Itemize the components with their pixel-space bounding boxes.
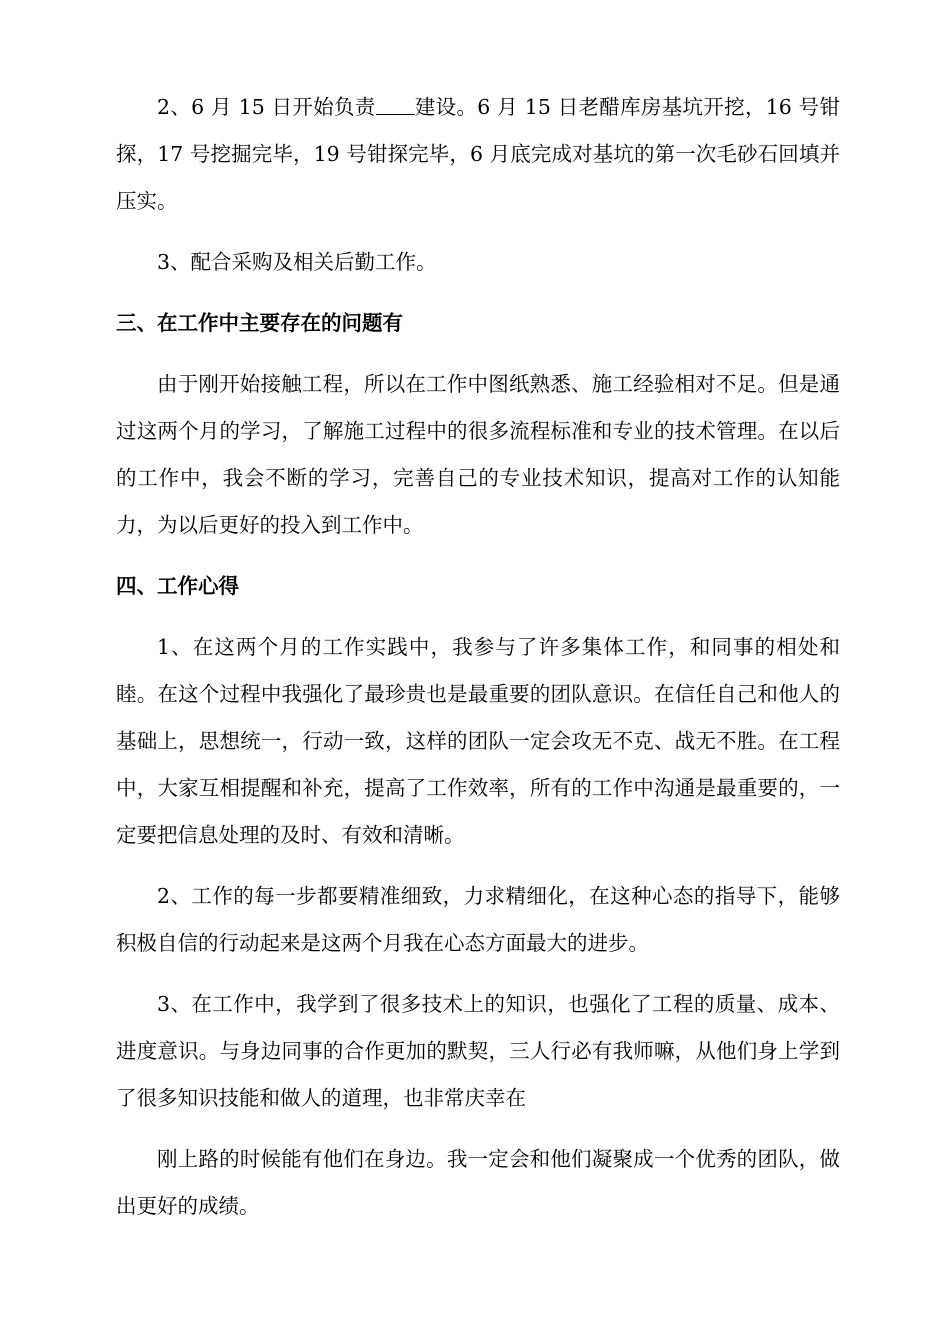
fill-in-blank [376, 94, 415, 116]
paragraph-continuation: 刚上路的时候能有他们在身边。我一定会和他们凝聚成一个优秀的团队，做出更好的成绩。 [116, 1147, 840, 1218]
section-heading-4: 四、工作心得 [116, 574, 239, 598]
paragraph-problems: 由于刚开始接触工程，所以在工作中图纸熟悉、施工经验相对不足。但是通过这两个月的学习，了解施工过程中的很多流程标准和专业的技术管理。在以后的工作中，我会不断的学习，完善自己的专业技术知识，提高对工作的认知能力，为以后更好的投入到工作中。 [116, 372, 840, 537]
spacer [116, 967, 840, 981]
spacer [116, 859, 840, 873]
spacer [116, 1122, 840, 1136]
paragraph-insight-3: 3、在工作中，我学到了很多技术上的知识，也强化了工程的质量、成本、进度意识。与身边同事的合作更加的默契，三人行必有我师嘛，从他们身上学到了很多知识技能和做人的道理，也非常庆幸在 [116, 992, 840, 1110]
paragraph-text: 2、6 月 15 日开始负责 [157, 95, 376, 119]
document-page [116, 84, 840, 1230]
paragraph-text: 建设。6 月 15 日老醋库房基坑开挖，16 号钳探，17 号挖掘完毕，19 号钳探完毕，6 月底完成对基坑的第一次毛砂石回填并压实。 [116, 95, 840, 213]
spacer [116, 286, 840, 300]
spacer [116, 549, 840, 563]
spacer [116, 225, 840, 239]
paragraph-insight-1: 1、在这两个月的工作实践中，我参与了许多集体工作，和同事的相处和睦。在这个过程中我强化了最珍贵也是最重要的团队意识。在信任自己和他人的基础上，思想统一，行动一致，这样的团队一定会攻无不克、战无不胜。在工程中，大家互相提醒和补充，提高了工作效率，所有的工作中沟通是最重要的，一定要把信息处理的及时、有效和清晰。 [116, 635, 840, 847]
spacer [116, 610, 840, 624]
section-heading-3: 三、在工作中主要存在的问题有 [116, 311, 403, 335]
paragraph-item-3: 3、配合采购及相关后勤工作。 [157, 250, 437, 274]
spacer [116, 347, 840, 361]
paragraph-item-2 [116, 84, 840, 225]
paragraph-insight-2: 2、工作的每一步都要精准细致，力求精细化，在这种心态的指导下，能够积极自信的行动起来是这两个月我在心态方面最大的进步。 [116, 884, 840, 955]
